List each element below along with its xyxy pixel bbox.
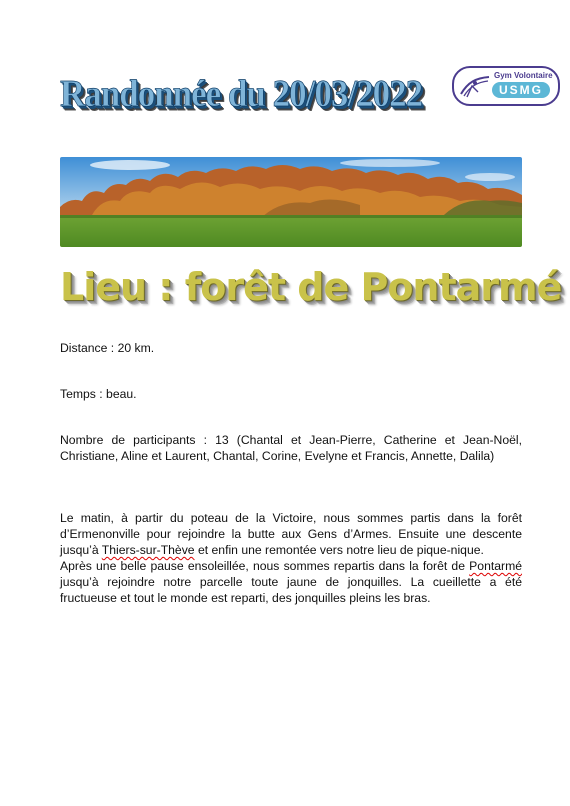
location-heading: Lieu : forêt de Pontarmé: [60, 265, 562, 309]
narrative-paragraph-2: [60, 558, 522, 606]
narrative-block: [60, 510, 522, 606]
distance-text: Distance : 20 km.: [60, 341, 155, 355]
participants-text: Nombre de participants : 13 (Chantal et Jean-Pierre, Catherine et Jean-Noël, Christiane, Aline et Laurent, Chantal, Corine, Evelyne et Francis, Annette, Dalila): [60, 433, 522, 463]
runner-swoosh-icon: [458, 74, 492, 98]
weather-text: Temps : beau.: [60, 387, 137, 401]
narrative-p1-end: et enfin une remontée vers notre lieu de pique-nique.: [194, 543, 484, 557]
club-logo: [452, 66, 560, 106]
page-title: Randonnée du 20/03/2022: [60, 72, 423, 115]
logo-text-bottom: USMG: [492, 82, 550, 98]
narrative-p1-text: Le matin, à partir du poteau de la Victoire, nous sommes partis dans la forêt d’Ermenonville pour rejoindre la butte aux Gens d’Armes. Ensuite une descente jusqu’à: [60, 511, 522, 557]
logo-text-top: Gym Volontaire: [494, 71, 553, 80]
forest-banner-image: [60, 157, 522, 247]
narrative-p2-end: jusqu’à rejoindre notre parcelle toute jaune de jonquilles. La cueillette a été fructueuse et tout le monde est reparti, des jonquilles pleins les bras.: [60, 575, 522, 605]
place-thiers: Thiers-sur-Thève: [101, 543, 195, 557]
narrative-paragraph-1: [60, 510, 522, 558]
narrative-p2-text: Après une belle pause ensoleillée, nous sommes repartis dans la forêt de: [60, 559, 470, 573]
place-pontarme: Pontarmé: [469, 559, 522, 573]
